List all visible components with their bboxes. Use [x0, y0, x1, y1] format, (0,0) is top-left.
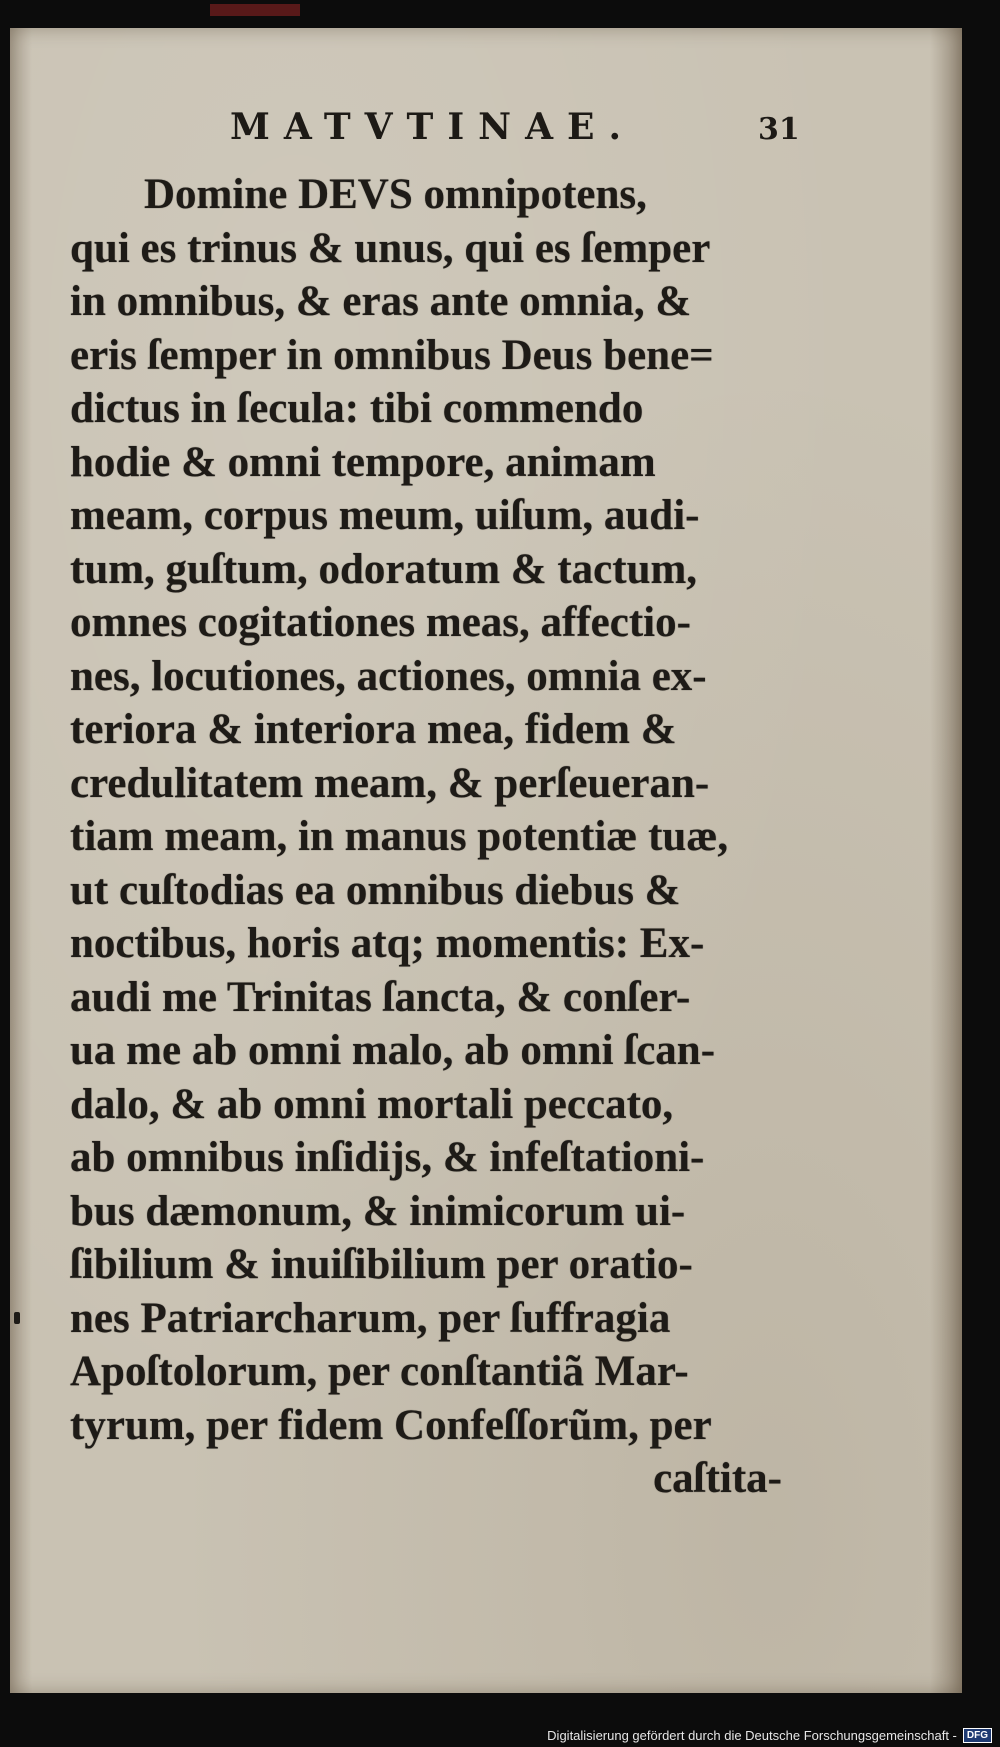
- text-line: teriora & interiora mea, fidem &: [70, 706, 677, 753]
- text-line: nes Patriarcharum, per ſuffragia: [70, 1294, 671, 1342]
- body-text: [70, 168, 810, 1506]
- binding-mark: [14, 1312, 20, 1324]
- dfg-logo-icon: DFG: [963, 1728, 992, 1743]
- text-line: credulitatem meam, & perſeueran-: [70, 759, 710, 807]
- book-page: [10, 28, 962, 1693]
- text-line: Apoſtolorum, per conſtantiã Mar-: [70, 1348, 689, 1395]
- text-line: dictus in ſecula: tibi commendo: [70, 385, 644, 432]
- text-line: eris ſemper in omnibus Deus bene=: [70, 331, 714, 379]
- text-line: tyrum, per fidem Confeſſorũm, per: [70, 1401, 712, 1449]
- text-line: tiam meam, in manus potentiæ tuæ,: [70, 813, 729, 860]
- catchword: caſtita-: [653, 1455, 782, 1502]
- text-line: audi me Trinitas ſancta, & conſer-: [70, 973, 691, 1021]
- text-line: ua me ab omni malo, ab omni ſcan-: [70, 1027, 716, 1074]
- text-line: meam, corpus meum, uiſum, audi-: [70, 492, 700, 539]
- text-line: tum, guſtum, odoratum & tactum,: [70, 545, 698, 593]
- text-line: qui es trinus & unus, qui es ſemper: [70, 224, 711, 272]
- text-line: nes, locutiones, actiones, omnia ex-: [70, 652, 707, 700]
- running-head: MATVTINAE.: [230, 106, 635, 148]
- text-line: Domine DEVS omnipotens,: [144, 171, 647, 218]
- scan-mark: [210, 4, 300, 16]
- page-header: [10, 106, 962, 156]
- scan-top-border: [0, 0, 1000, 28]
- text-line: noctibus, horis atq; momentis: Ex-: [70, 920, 705, 967]
- text-line: in omnibus, & eras ante omnia, &: [70, 278, 692, 325]
- digitization-footer: [547, 1728, 992, 1743]
- text-line: dalo, & ab omni mortali peccato,: [70, 1080, 674, 1128]
- text-line: ſibilium & inuiſibilium per oratio-: [70, 1241, 693, 1288]
- text-line: omnes cogitationes meas, affectio-: [70, 599, 691, 646]
- text-line: ut cuſtodias ea omnibus diebus &: [70, 866, 681, 914]
- page-number: 31: [758, 112, 800, 147]
- text-line: ab omnibus inſidijs, & infeſtationi-: [70, 1134, 705, 1181]
- footer-credit: Digitalisierung gefördert durch die Deutsche Forschungsgemeinschaft -: [547, 1728, 957, 1743]
- text-line: hodie & omni tempore, animam: [70, 438, 656, 486]
- text-line: bus dæmonum, & inimicorum ui-: [70, 1187, 686, 1235]
